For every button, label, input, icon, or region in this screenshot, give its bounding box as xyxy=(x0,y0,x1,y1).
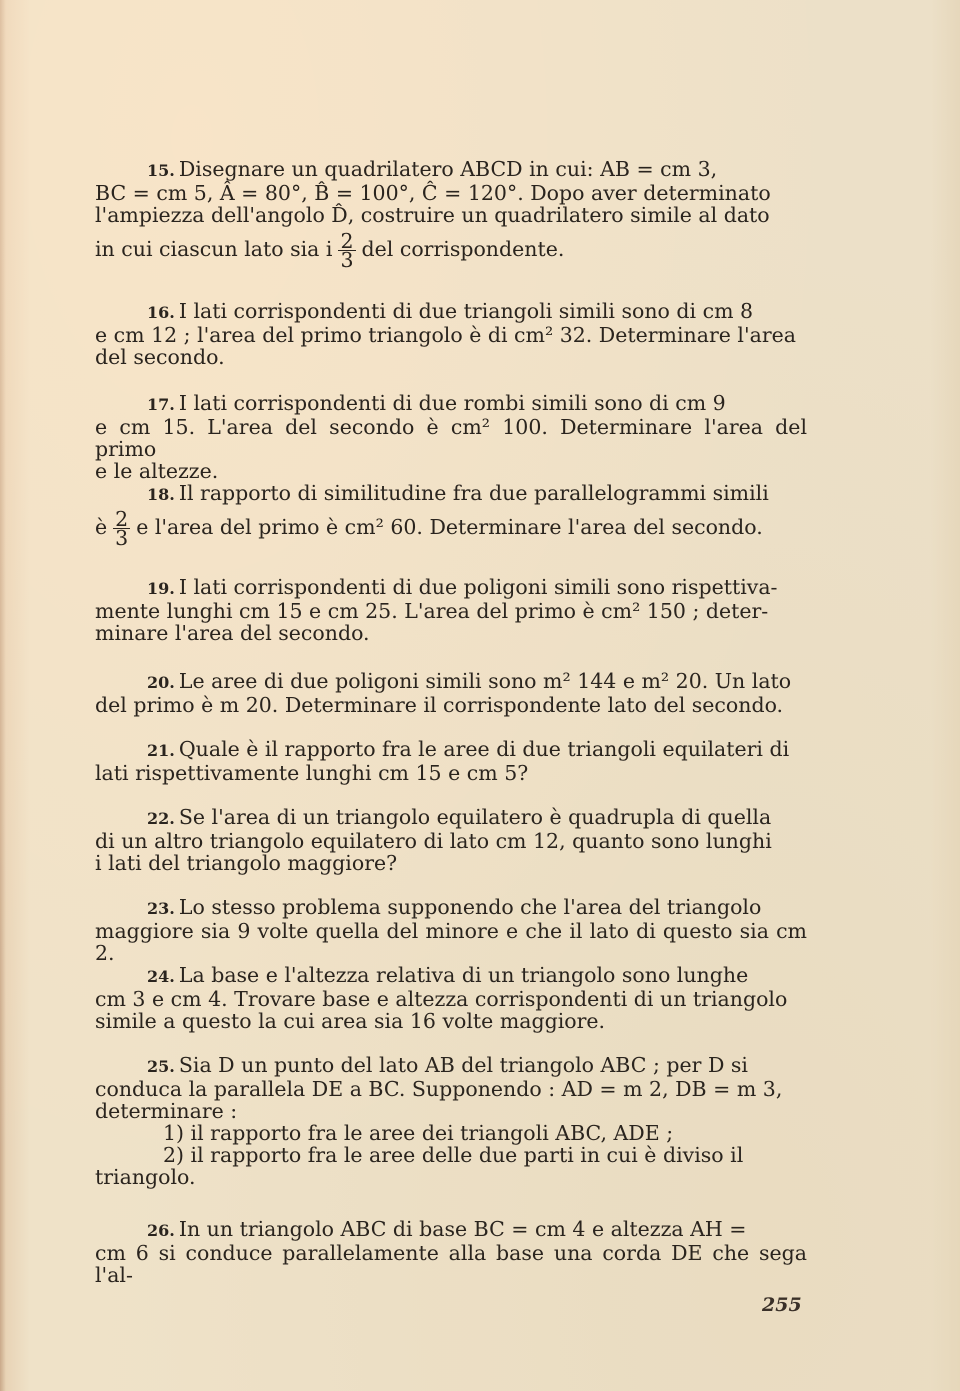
problem-22 xyxy=(95,806,772,874)
text-line xyxy=(95,806,772,830)
text-line: Quale è il rapporto fra le aree di due triangoli equilateri di xyxy=(178,737,790,761)
text-line: I lati corrispondenti di due poligoni simili sono rispettiva- xyxy=(178,575,778,599)
text-line: In un triangolo ABC di base BC = cm 4 e altezza AH = xyxy=(178,1217,747,1241)
text-line: del secondo. xyxy=(95,345,225,369)
problem-number: 22. xyxy=(147,809,175,828)
text-line: di un altro triangolo equilatero di lato cm 12, quanto sono lunghi xyxy=(95,829,772,853)
text-line: maggiore sia 9 volte quella del minore e che il lato di questo sia cm 2. xyxy=(95,919,807,965)
problem-18 xyxy=(95,481,769,550)
problem-number: 26. xyxy=(147,1221,175,1240)
text-line xyxy=(95,507,769,550)
text-line: è xyxy=(95,515,108,539)
problem-26 xyxy=(95,1218,807,1286)
problem-21 xyxy=(95,738,789,784)
problem-number: 25. xyxy=(147,1057,175,1076)
text-line: 2 xyxy=(115,507,129,531)
text-line: Lo stesso problema supponendo che l'area del triangolo xyxy=(178,895,762,919)
text-line: determinare : xyxy=(95,1099,238,1123)
text-line: e cm 12 ; l'area del primo triangolo è di cm² 32. Determinare l'area xyxy=(95,323,796,347)
text-line: lati rispettivamente lunghi cm 15 e cm 5? xyxy=(95,761,529,785)
text-line: Sia D un punto del lato AB del triangolo ABC ; per D si xyxy=(178,1053,748,1077)
problem-24 xyxy=(95,964,787,1032)
fraction xyxy=(113,507,130,550)
text-line: 3 xyxy=(340,248,354,272)
text-line xyxy=(95,896,807,920)
problem-number: 15. xyxy=(147,161,175,180)
text-line xyxy=(95,576,778,600)
text-line: mente lunghi cm 15 e cm 25. L'area del primo è cm² 150 ; deter- xyxy=(95,599,769,623)
text-line: La base e l'altezza relativa di un triangolo sono lunghe xyxy=(178,963,749,987)
text-line: 3 xyxy=(115,526,129,550)
text-line: triangolo. xyxy=(95,1165,196,1189)
problem-19 xyxy=(95,576,778,644)
problem-number: 16. xyxy=(147,303,175,322)
text-line: del primo è m 20. Determinare il corrispondente lato del secondo. xyxy=(95,693,784,717)
problem-20 xyxy=(95,670,791,716)
text-line: del corrispondente. xyxy=(361,237,565,261)
text-line xyxy=(95,300,796,324)
problem-number: 24. xyxy=(147,967,175,986)
text-line xyxy=(95,229,771,272)
problem-number: 20. xyxy=(147,673,175,692)
fraction xyxy=(338,229,355,272)
text-line xyxy=(95,1218,807,1242)
text-line: cm 3 e cm 4. Trovare base e altezza corrispondenti di un triangolo xyxy=(95,987,788,1011)
text-line: l'ampiezza dell'angolo D̂, costruire un quadrilatero simile al dato xyxy=(95,203,770,227)
text-line xyxy=(95,964,787,988)
text-line: e cm 15. L'area del secondo è cm² 100. Determinare l'area del primo xyxy=(95,415,807,461)
text-line xyxy=(95,392,807,416)
problem-number: 23. xyxy=(147,899,175,918)
text-line: Se l'area di un triangolo equilatero è quadrupla di quella xyxy=(178,805,772,829)
text-line xyxy=(95,158,771,182)
text-line xyxy=(95,670,791,694)
text-line: in cui ciascun lato sia i xyxy=(95,237,333,261)
text-line: conduca la parallela DE a BC. Supponendo : AD = m 2, DB = m 3, xyxy=(95,1077,783,1101)
problem-25 xyxy=(95,1054,782,1188)
text-line: BC = cm 5, Â = 80°, B̂ = 100°, Ĉ = 120°. Dopo aver determinato xyxy=(95,181,771,205)
problem-15 xyxy=(95,157,771,272)
text-line: i lati del triangolo maggiore? xyxy=(95,851,398,875)
text-line: I lati corrispondenti di due rombi simili sono di cm 9 xyxy=(178,391,726,415)
problem-number: 18. xyxy=(147,485,175,504)
text-line: I lati corrispondenti di due triangoli simili sono di cm 8 xyxy=(178,299,754,323)
page-number: 255 xyxy=(762,1294,802,1316)
text-line: e l'area del primo è cm² 60. Determinare l'area del secondo. xyxy=(136,515,763,539)
problem-number: 21. xyxy=(147,741,175,760)
text-line: cm 6 si conduce parallelamente alla base una corda DE che sega l'al- xyxy=(95,1241,807,1287)
text-line xyxy=(95,1054,782,1078)
problem-23 xyxy=(95,896,807,964)
text-line: Il rapporto di similitudine fra due parallelogrammi simili xyxy=(178,481,769,505)
text-line: minare l'area del secondo. xyxy=(95,621,370,645)
problem-number: 19. xyxy=(147,579,175,598)
text-line: simile a questo la cui area sia 16 volte maggiore. xyxy=(95,1009,606,1033)
text-line: 2 xyxy=(340,229,354,253)
problem-16 xyxy=(95,300,796,368)
sub-item-2: 2) il rapporto fra le aree delle due parti in cui è diviso il xyxy=(163,1143,744,1167)
problem-number: 17. xyxy=(147,395,175,414)
problem-17 xyxy=(95,392,807,482)
text-line xyxy=(95,738,789,762)
sub-item-1: 1) il rapporto fra le aree dei triangoli ABC, ADE ; xyxy=(163,1121,674,1145)
text-line: Disegnare un quadrilatero ABCD in cui: AB = cm 3, xyxy=(178,157,718,181)
text-line xyxy=(95,482,769,506)
text-line: Le aree di due poligoni simili sono m² 144 e m² 20. Un lato xyxy=(178,669,792,693)
text-line: e le altezze. xyxy=(95,459,219,483)
